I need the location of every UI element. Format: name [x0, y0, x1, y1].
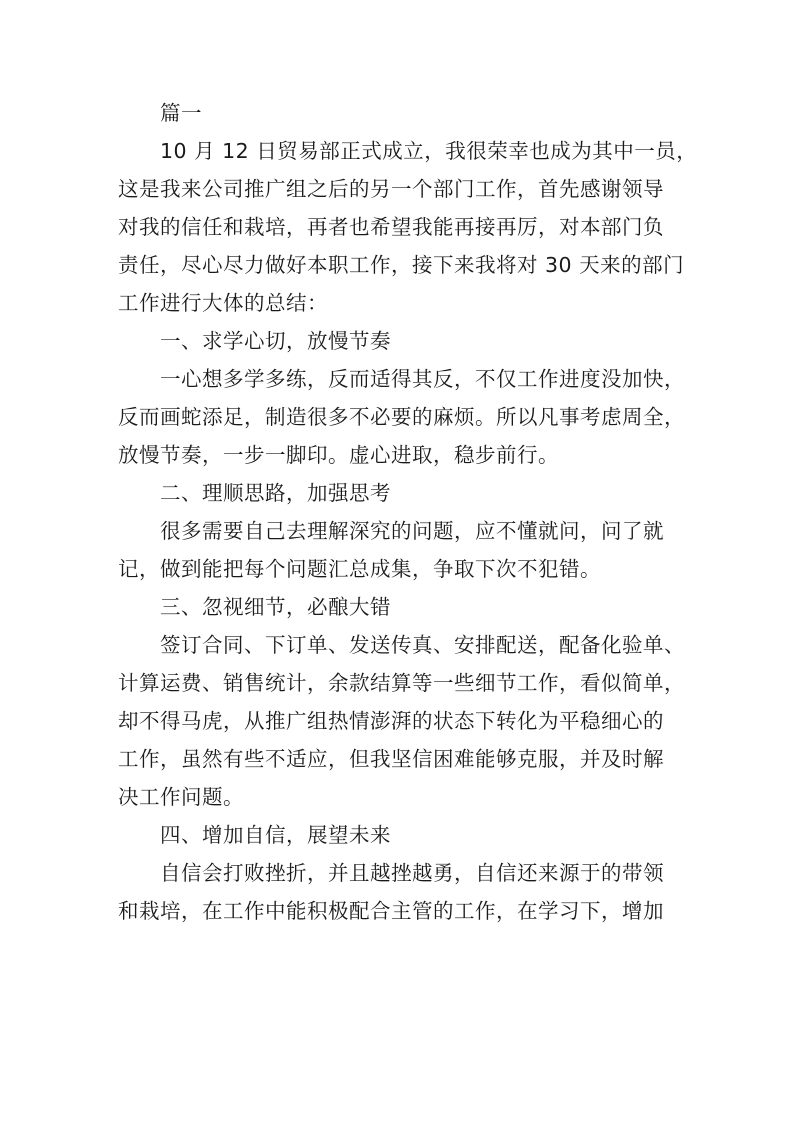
document-body: [118, 94, 698, 930]
body-line: 这是我来公司推广组之后的另一个部门工作，首先感谢领导: [118, 177, 664, 201]
section-title: 篇一: [160, 101, 202, 125]
body-line: 很多需要自己去理解深究的问题，应不懂就问，问了就: [160, 519, 664, 543]
body-line: 计算运费、销售统计，余款结算等一些细节工作，看似简单，: [118, 671, 685, 695]
section-heading: 四、增加自信，展望未来: [160, 823, 391, 847]
body-line: 工作，虽然有些不适应，但我坚信困难能够克服，并及时解: [118, 747, 664, 771]
section-heading: 二、理顺思路，加强思考: [160, 481, 391, 505]
body-line: 自信会打败挫折，并且越挫越勇，自信还来源于的带领: [160, 861, 664, 885]
body-line: 工作进行大体的总结：: [118, 291, 328, 315]
body-line: 和栽培，在工作中能积极配合主管的工作，在学习下，增加: [118, 899, 664, 923]
body-line: 反而画蛇添足，制造很多不必要的麻烦。所以凡事考虑周全，: [118, 405, 685, 429]
body-line: 对我的信任和栽培，再者也希望我能再接再厉，对本部门负: [118, 215, 664, 239]
body-line: 责任，尽心尽力做好本职工作，接下来我将对 30 天来的部门: [118, 253, 685, 277]
body-line: 签订合同、下订单、发送传真、安排配送，配备化验单、: [160, 633, 685, 657]
body-line: 一心想多学多练，反而适得其反，不仅工作进度没加快，: [160, 367, 685, 391]
section-heading: 一、求学心切，放慢节奏: [160, 329, 391, 353]
body-line: 10 月 12 日贸易部正式成立，我很荣幸也成为其中一员，: [160, 139, 698, 163]
body-line: 放慢节奏，一步一脚印。虚心进取，稳步前行。: [118, 443, 559, 467]
section-heading: 三、忽视细节，必酿大错: [160, 595, 391, 619]
body-line: 记，做到能把每个问题汇总成集，争取下次不犯错。: [118, 557, 601, 581]
body-line: 决工作问题。: [118, 785, 244, 809]
body-line: 却不得马虎，从推广组热情澎湃的状态下转化为平稳细心的: [118, 709, 664, 733]
